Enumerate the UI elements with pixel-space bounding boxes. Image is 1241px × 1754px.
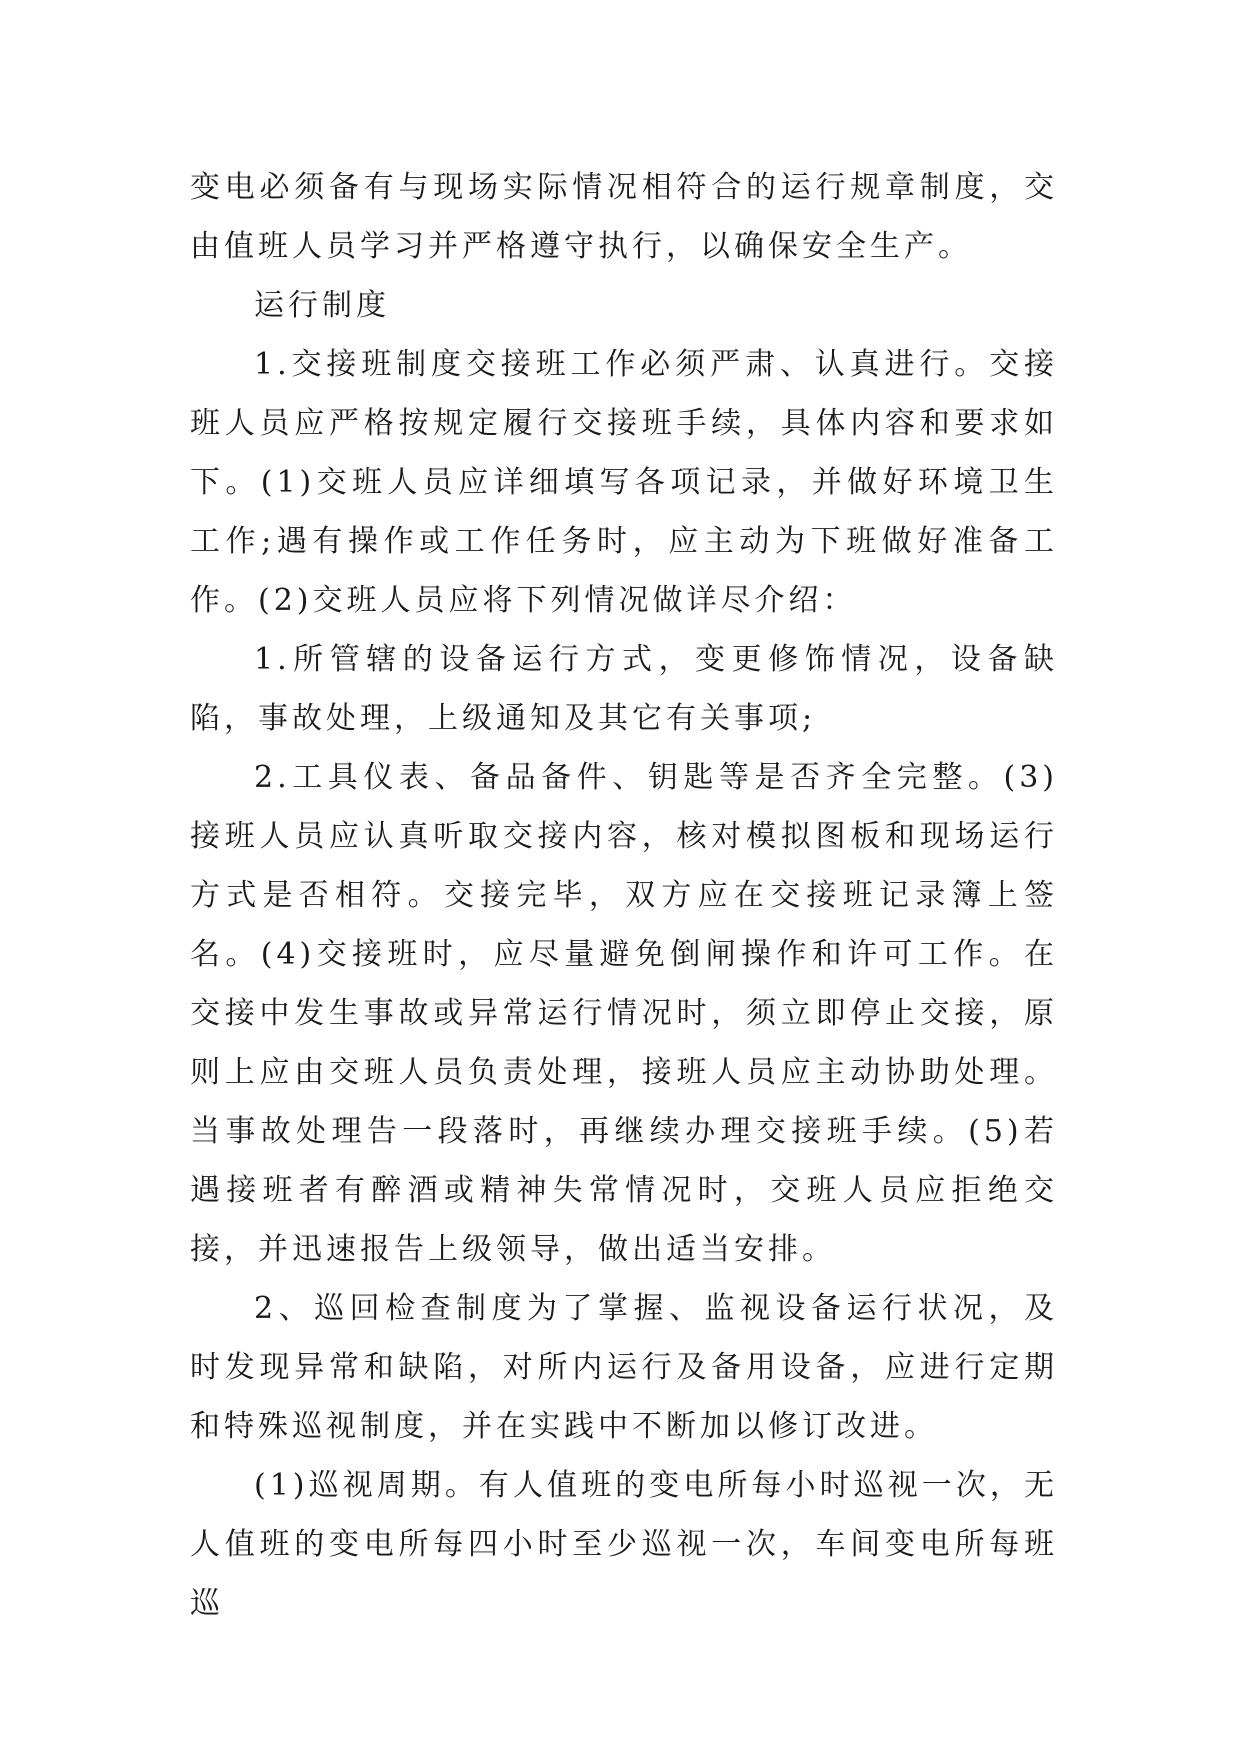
- document-body: [190, 158, 1058, 1633]
- paragraph-shift-handover: 1.交接班制度交接班工作必须严肃、认真进行。交接班人员应严格按规定履行交接班手续，具体内容和要求如下。(1)交班人员应详细填写各项记录，并做好环境卫生工作;遇有操作或工作任务时，应主动为下班做好准备工作。(2)交班人员应将下列情况做详尽介绍：: [190, 347, 1058, 618]
- list-item-handover-1: 1.所管辖的设备运行方式，变更修饰情况，设备缺陷，事故处理，上级通知及其它有关事项;: [190, 642, 1058, 736]
- paragraph-intro: 变电必须备有与现场实际情况相符合的运行规章制度，交由值班人员学习并严格遵守执行，以确保安全生产。: [190, 170, 1058, 264]
- paragraph-patrol-cycle: (1)巡视周期。有人值班的变电所每小时巡视一次，无人值班的变电所每四小时至少巡视一次，车间变电所每班巡: [190, 1468, 1058, 1621]
- paragraph-patrol-inspection: 2、巡回检查制度为了掌握、监视设备运行状况，及时发现异常和缺陷，对所内运行及备用设备，应进行定期和特殊巡视制度，并在实践中不断加以修订改进。: [190, 1291, 1058, 1444]
- section-heading-operation-rules: 运行制度: [254, 288, 390, 323]
- list-item-handover-2: 2.工具仪表、备品备件、钥匙等是否齐全完整。(3)接班人员应认真听取交接内容，核对模拟图板和现场运行方式是否相符。交接完毕，双方应在交接班记录簿上签名。(4)交接班时，应尽量避免倒闸操作和许可工作。在交接中发生事故或异常运行情况时，须立即停止交接，原则上应由交班人员负责处理，接班人员应主动协助处理。当事故处理告一段落时，再继续办理交接班手续。(5)若遇接班者有醉酒或精神失常情况时，交班人员应拒绝交接，并迅速报告上级领导，做出适当安排。: [190, 760, 1058, 1267]
